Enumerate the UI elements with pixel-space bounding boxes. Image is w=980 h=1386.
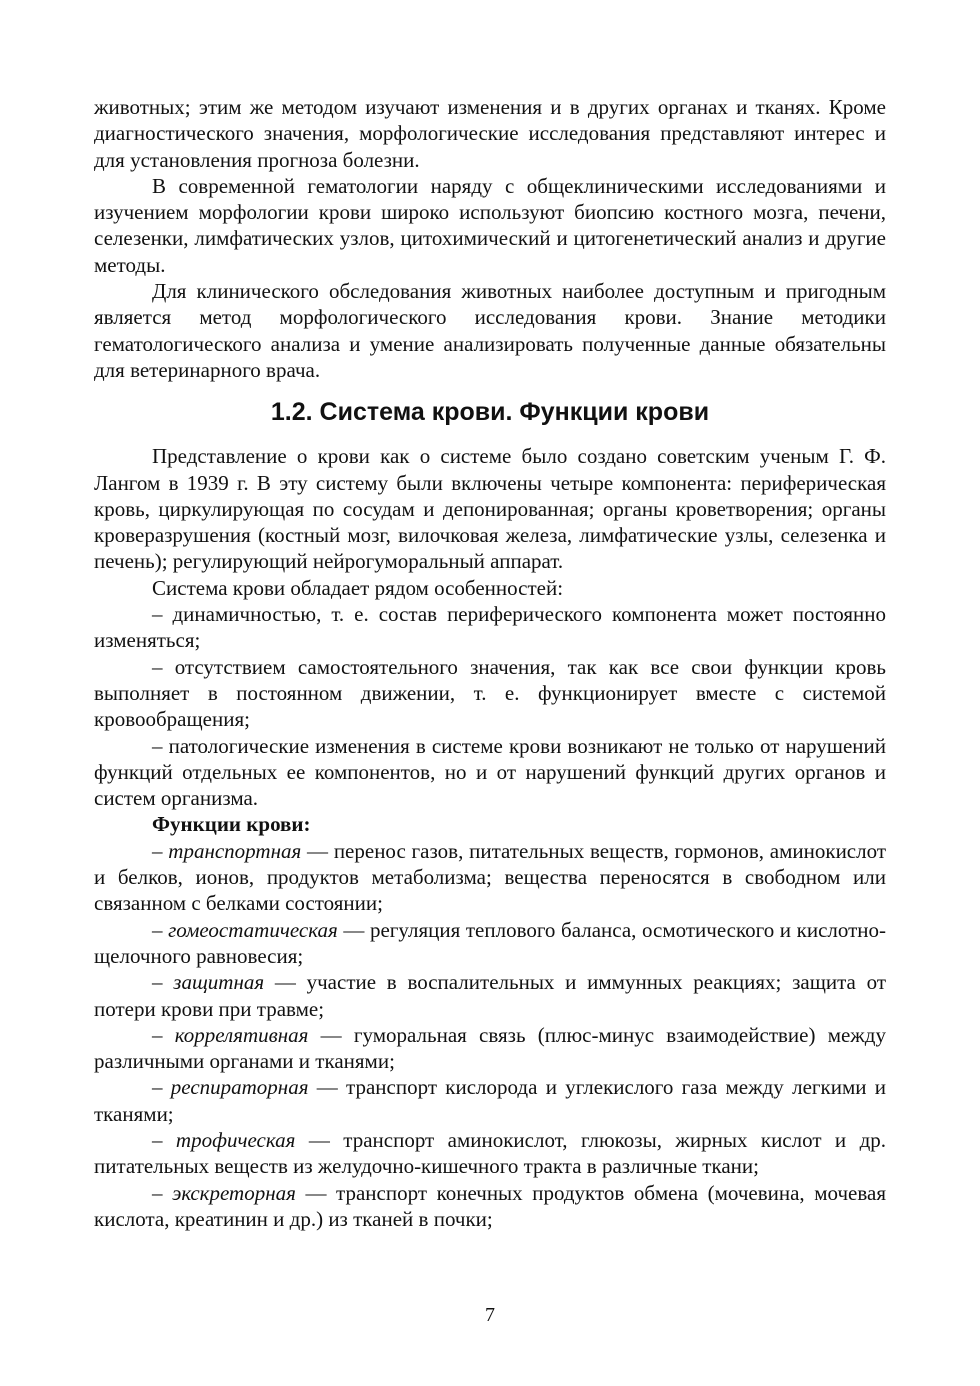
function-desc: — гуморальная связь (плюс-минус взаимодействие) между различными органами и тканями;	[94, 1022, 886, 1074]
function-term: гомеостатическая	[168, 917, 338, 942]
function-dash: –	[152, 838, 169, 863]
function-dash: –	[152, 1022, 175, 1047]
function-desc: — регуляция теплового баланса, осмотического и кислотно-щелочного равновесия;	[94, 917, 887, 968]
function-item	[94, 917, 886, 970]
function-desc: — перенос газов, питательных веществ, гормонов, аминокислот и белков, ионов, продуктов метаболизма; вещества переносятся в свободном или связанном с белками состоянии;	[94, 838, 887, 916]
function-term: транспортная	[168, 838, 302, 863]
function-term: респираторная	[170, 1075, 309, 1100]
function-dash: –	[152, 1075, 171, 1100]
function-item	[94, 969, 886, 1022]
function-desc: — транспорт кислорода и углекислого газа между легкими и тканями;	[94, 1075, 886, 1126]
function-term: трофическая	[175, 1127, 296, 1152]
feature-item-1: – динамичностью, т. е. состав периферического компонента может постоянно изменяться;	[94, 602, 886, 653]
function-desc: — транспорт аминокислот, глюкозы, жирных кислот и др. питательных веществ из желудочно-кишечного тракта в различные ткани;	[94, 1127, 886, 1179]
page-number: 7	[485, 1304, 495, 1326]
function-term: коррелятивная	[174, 1022, 309, 1047]
section-paragraph-1: Представление о крови как о системе было создано советским ученым Г. Ф. Лангом в 1939 г. В эту систему были включены четыре компонента: периферическая кровь, циркулирующая по сосудам и депонированная; органы кроветворения; органы кроверазрушения (костный мозг, вилочковая железа, лимфатические узлы, селезенка и печень); регулирующий нейрогуморальный аппарат.	[94, 444, 886, 574]
section-paragraph-2: Система крови обладает рядом особенностей:	[152, 575, 564, 600]
function-term: экскреторная	[172, 1180, 296, 1205]
function-desc: — участие в воспалительных и иммунных реакциях; защита от потери крови при травме;	[94, 970, 887, 1021]
function-item	[94, 1022, 886, 1075]
functions-title: Функции крови:	[152, 812, 311, 837]
function-dash: –	[152, 1180, 173, 1205]
function-dash: –	[152, 970, 174, 995]
function-item	[94, 1180, 886, 1233]
function-dash: –	[152, 917, 169, 942]
function-item	[94, 838, 886, 917]
intro-paragraph-2: В современной гематологии наряду с общеклиническими исследованиями и изучением морфологии крови широко используют биопсию костного мозга, печени, селезенки, лимфатических узлов, цитохимический и цитогенетический анализ и другие методы.	[94, 173, 886, 277]
function-item	[94, 1127, 886, 1180]
feature-item-3: – патологические изменения в системе крови возникают не только от нарушений функций отдельных ее компонентов, но и от нарушений функций других органов и систем организма.	[94, 733, 886, 811]
function-desc: — транспорт конечных продуктов обмена (мочевина, мочевая кислота, креатинин и др.) из тканей в почки;	[94, 1180, 886, 1231]
feature-item-2: – отсутствием самостоятельного значения, так как все свои функции кровь выполняет в постоянном движении, т. е. функционирует вместе с системой кровообращения;	[94, 654, 886, 732]
intro-paragraph-3: Для клинического обследования животных наиболее доступным и пригодным является метод морфологического исследования крови. Знание методики гематологического анализа и умение анализировать полученные данные обязательны для ветеринарного врача.	[94, 279, 886, 382]
section-heading: 1.2. Система крови. Функции крови	[270, 398, 710, 427]
intro-paragraph-1: животных; этим же методом изучают изменения и в других органах и тканях. Кроме диагностического значения, морфологические исследования представляют интерес и для установления прогноза болезни.	[94, 95, 886, 172]
function-term: защитная	[173, 970, 265, 995]
function-item	[94, 1074, 886, 1127]
function-dash: –	[152, 1127, 176, 1152]
